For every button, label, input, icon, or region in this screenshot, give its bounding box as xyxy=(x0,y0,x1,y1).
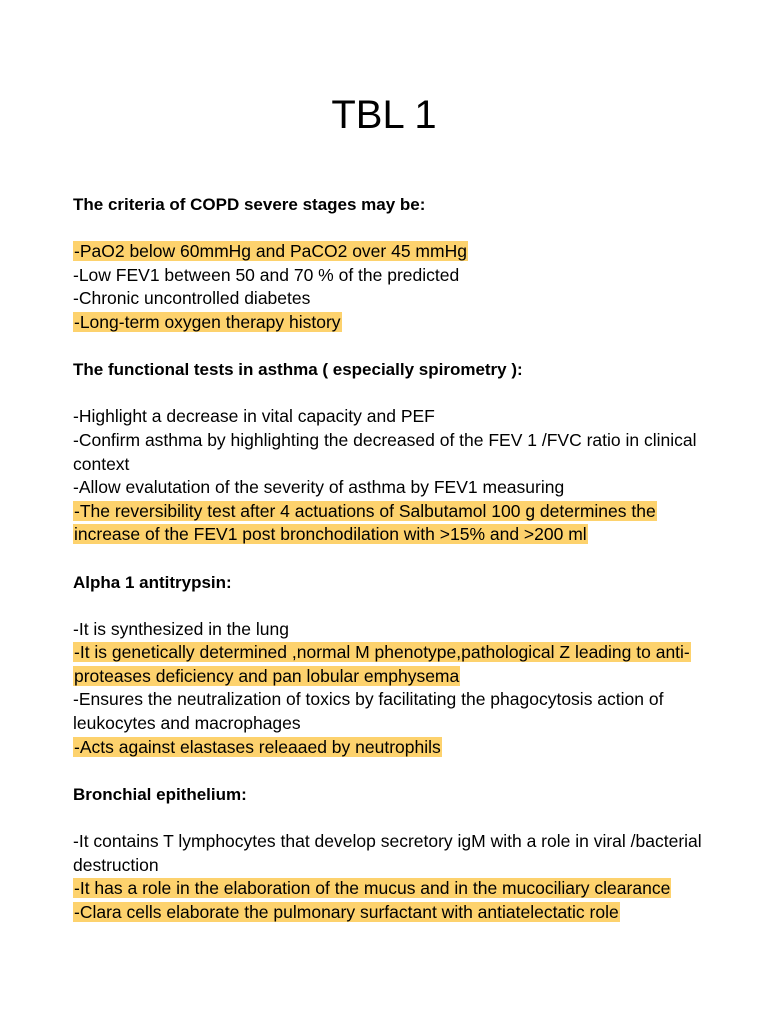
section-heading: The functional tests in asthma ( especially spirometry ): xyxy=(73,360,523,380)
section-heading: The criteria of COPD severe stages may be: xyxy=(73,195,426,214)
item-text: -Chronic uncontrolled diabetes xyxy=(73,288,311,309)
item-text: -Allow evalutation of the severity of asthma by FEV1 measuring xyxy=(73,477,565,498)
item-text: -It contains T lymphocytes that develop secretory igM with a role in viral /bacterial destruction xyxy=(73,831,702,875)
list-item xyxy=(73,500,713,547)
highlighted-text: -It has a role in the elaboration of the mucus and in the mucociliary clearance xyxy=(74,878,671,899)
list-item xyxy=(73,264,713,288)
highlighted-text: -Clara cells elaborate the pulmonary surfactant with antiatelectatic role xyxy=(74,901,619,922)
list-item xyxy=(73,618,713,642)
page-title: TBL 1 xyxy=(331,93,437,137)
list-item xyxy=(73,736,713,760)
list-item xyxy=(73,405,713,429)
list-item xyxy=(73,877,713,901)
item-text: -Low FEV1 between 50 and 70 % of the predicted xyxy=(73,264,460,285)
list-item xyxy=(73,476,713,500)
section-alpha1-antitrypsin xyxy=(73,571,713,760)
list-item xyxy=(73,901,713,925)
item-text: -Confirm asthma by highlighting the decreased of the FEV 1 /FVC ratio in clinical context xyxy=(73,429,697,474)
highlighted-text: -The reversibility test after 4 actuations of Salbutamol 100 g determines the increase of the FEV1 post bronchodilation with >15% and >200 ml xyxy=(74,500,656,545)
list-item xyxy=(73,641,713,688)
highlighted-text: -Acts against elastases releaaed by neutrophils xyxy=(74,736,441,757)
item-text: -Highlight a decrease in vital capacity and PEF xyxy=(73,406,435,427)
section-spacer xyxy=(73,547,713,571)
list-item xyxy=(73,240,713,264)
highlighted-text: -PaO2 below 60mmHg and PaCO2 over 45 mmHg xyxy=(74,241,467,262)
list-item xyxy=(73,688,713,735)
highlighted-text: -It is genetically determined ,normal M phenotype,pathological Z leading to anti-proteases deficiency and pan lobular emphysema xyxy=(74,642,690,686)
item-text: -Ensures the neutralization of toxics by facilitating the phagocytosis action of leukocytes and macrophages xyxy=(73,689,664,734)
section-spacer xyxy=(73,335,713,359)
section-asthma-tests xyxy=(73,358,713,547)
list-item xyxy=(73,287,713,311)
section-copd-criteria xyxy=(73,193,713,335)
section-heading: Bronchial epithelium: xyxy=(73,784,247,804)
highlighted-text: -Long-term oxygen therapy history xyxy=(74,311,341,332)
list-item xyxy=(73,429,713,476)
item-text: -It is synthesized in the lung xyxy=(73,618,289,639)
section-spacer xyxy=(73,759,713,783)
list-item xyxy=(73,830,713,877)
list-item xyxy=(73,311,713,335)
document-body xyxy=(73,193,713,924)
section-heading: Alpha 1 antitrypsin: xyxy=(73,572,232,592)
section-bronchial-epithelium xyxy=(73,783,713,925)
